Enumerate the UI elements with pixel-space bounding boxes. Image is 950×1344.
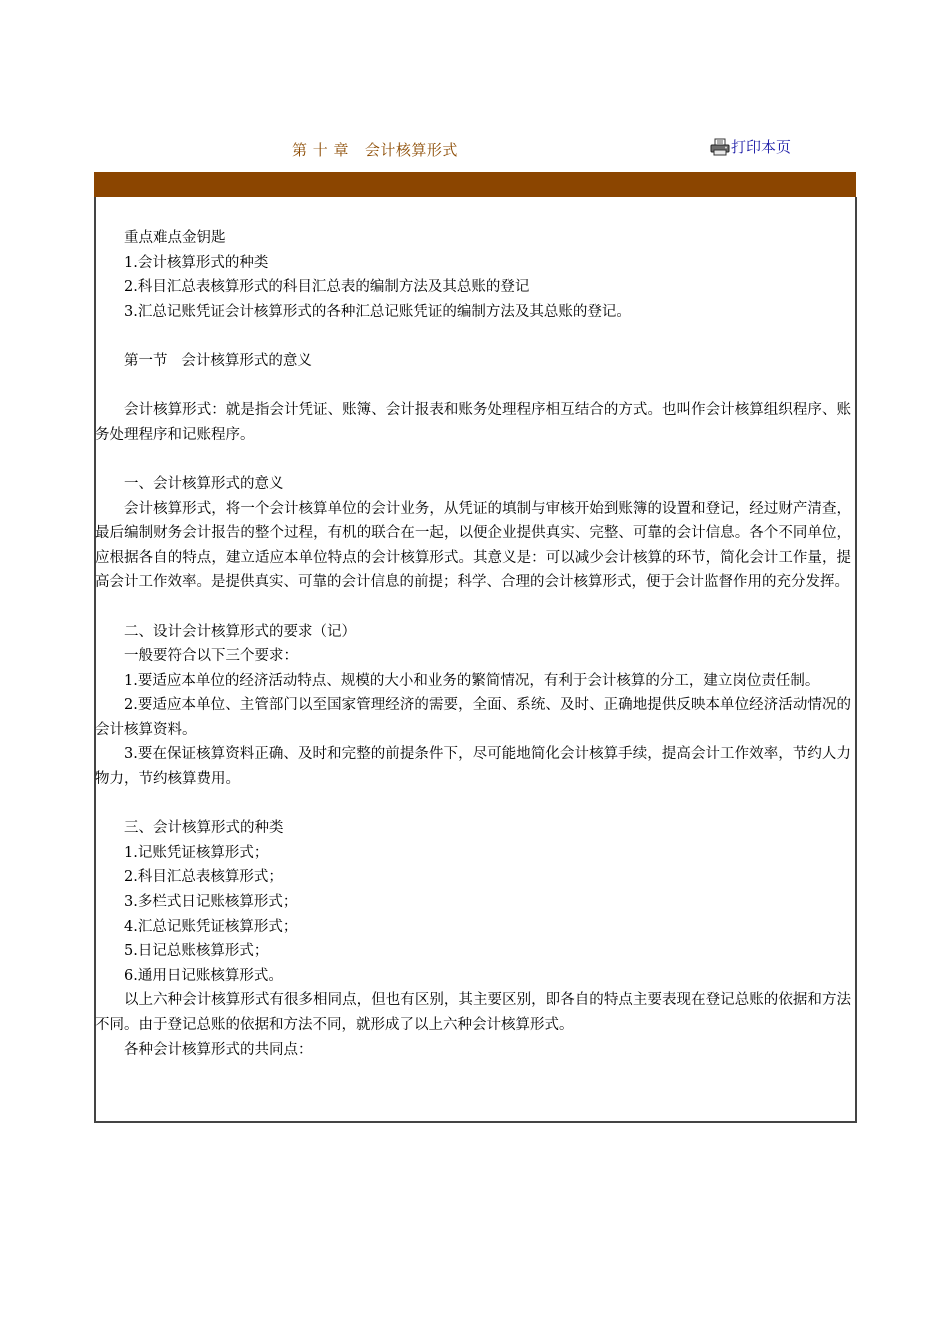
definition-paragraph: 会计核算形式：就是指会计凭证、账簿、会计报表和账务处理程序相互结合的方式。也叫作会计核算组织程序、账务处理程序和记账程序。 bbox=[95, 402, 851, 443]
article-content bbox=[95, 226, 851, 1062]
subsection-heading-1: 一、会计核算形式的意义 bbox=[124, 475, 284, 492]
paragraph: 会计核算形式，将一个会计核算单位的会计业务，从凭证的填制与审核开始到账簿的设置和登记，经过财产清查，最后编制财务会计报告的整个过程，有机的联合在一起，以便企业提供真实、完整、可靠的会计信息。各个不同单位，应根据各自的特点，建立适应本单位特点的会计核算形式。其意义是：可以减少会计核算的环节，简化会计工作量，提高会计工作效率。是提供真实、可靠的会计信息的前提；科学、合理的会计核算形式，便于会计监督作用的充分发挥。 bbox=[95, 500, 851, 591]
paragraph: 以上六种会计核算形式有很多相同点，但也有区别，其主要区别，即各自的特点主要表现在登记总账的依据和方法不同。由于登记总账的依据和方法不同，就形成了以上六种会计核算形式。 bbox=[95, 992, 851, 1033]
key-points-heading: 重点难点金钥匙 bbox=[124, 230, 226, 246]
chapter-title: 第 十 章 会计核算形式 bbox=[292, 141, 458, 159]
type-item: 3.多栏式日记账核算形式； bbox=[124, 894, 298, 911]
type-item: 2.科目汇总表核算形式； bbox=[124, 869, 283, 886]
key-point-item: 3.汇总记账凭证会计核算形式的各种汇总记账凭证的编制方法及其总账的登记。 bbox=[124, 303, 631, 320]
section-heading: 第一节 会计核算形式的意义 bbox=[124, 352, 312, 369]
paragraph: 一般要符合以下三个要求： bbox=[124, 648, 298, 665]
subsection-heading-3: 三、会计核算形式的种类 bbox=[124, 820, 284, 837]
requirement-item: 1.要适应本单位的经济活动特点、规模的大小和业务的繁简情况，有利于会计核算的分工，建立岗位责任制。 bbox=[124, 672, 820, 689]
key-point-item: 1.会计核算形式的种类 bbox=[124, 254, 269, 271]
print-page-label[interactable]: 打印本页 bbox=[731, 138, 792, 156]
type-item: 1.记账凭证核算形式； bbox=[124, 844, 269, 861]
subsection-heading-2: 二、设计会计核算形式的要求（记） bbox=[124, 623, 356, 640]
type-item: 4.汇总记账凭证核算形式； bbox=[124, 918, 298, 935]
paragraph: 各种会计核算形式的共同点： bbox=[124, 1041, 313, 1058]
type-item: 6.通用日记账核算形式。 bbox=[124, 967, 283, 984]
requirement-item: 3.要在保证核算资料正确、及时和完整的前提条件下，尽可能地简化会计核算手续，提高会计工作效率，节约人力物力，节约核算费用。 bbox=[95, 746, 851, 788]
requirement-item: 2.要适应本单位、主管部门以至国家管理经济的需要，全面、系统、及时、正确地提供反映本单位经济活动情况的会计核算资料。 bbox=[95, 697, 851, 738]
key-point-item: 2.科目汇总表核算形式的科目汇总表的编制方法及其总账的登记 bbox=[124, 279, 530, 296]
printer-icon bbox=[710, 138, 730, 156]
type-item: 5.日记总账核算形式； bbox=[124, 943, 269, 960]
header-bar bbox=[94, 172, 856, 197]
print-page-link[interactable] bbox=[710, 136, 791, 157]
